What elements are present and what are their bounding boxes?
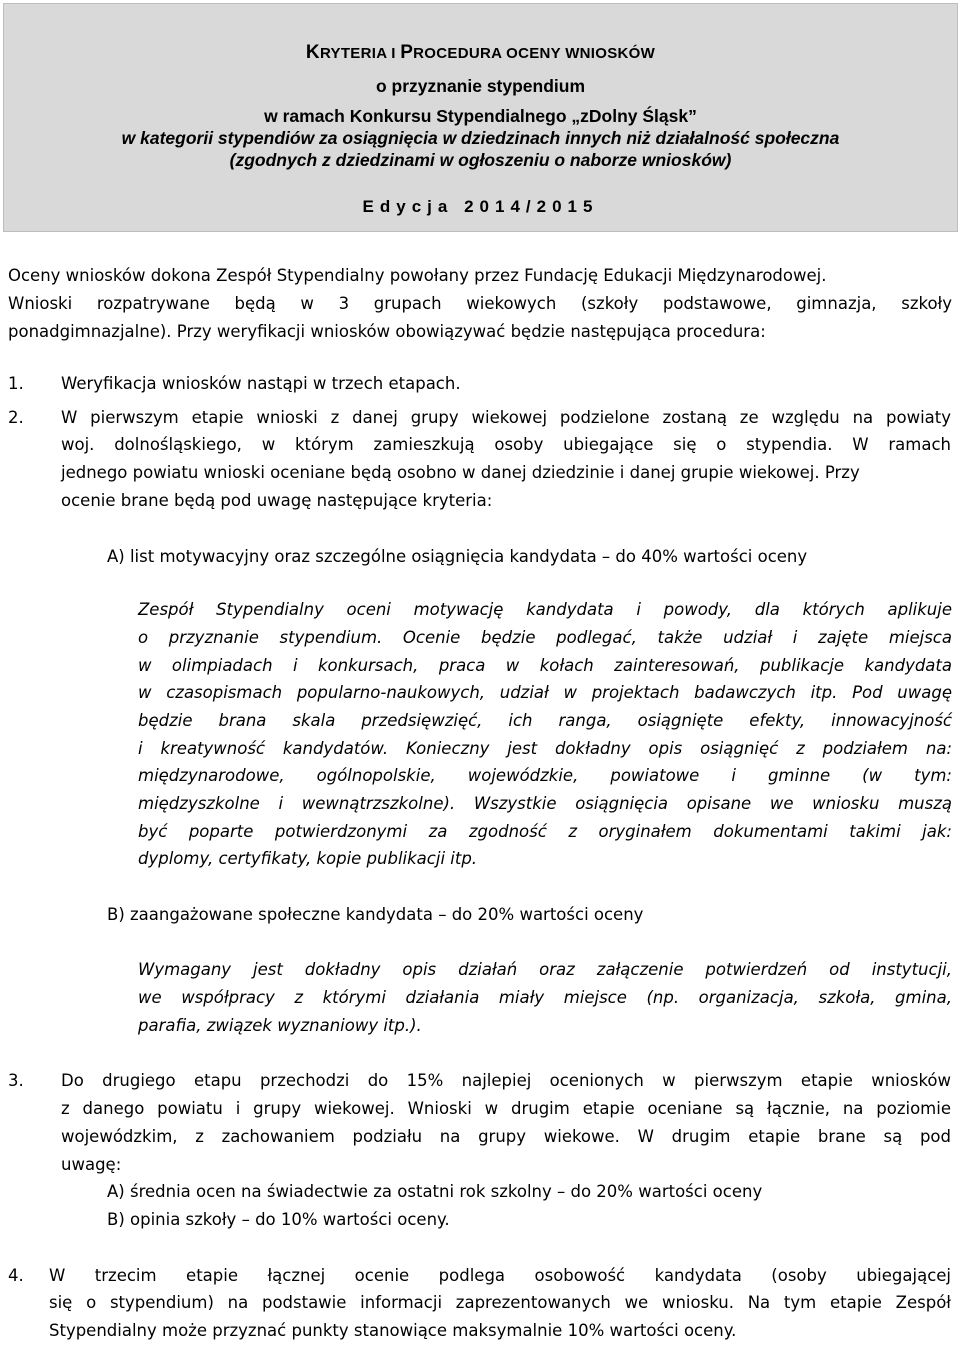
title-banner (3, 3, 958, 232)
item-number-4: 4. (8, 1266, 24, 1285)
item-4-line-2: się o stypendium) na podstawie informacji zaprezentowanych we wniosku. Na tym etapie Zespół (49, 1293, 951, 1312)
item-4-line-1: W trzecim etapie łącznej ocenie podlega osobowość kandydata (osoby ubiegającej (49, 1266, 951, 1285)
title-part-1: RYTERIA I (319, 45, 401, 62)
criterion-a-line-10: dyplomy, certyfikaty, kopie publikacji itp. (138, 849, 478, 868)
criterion-a-line-6: i kreatywność kandydatów. Konieczny jest dokładny opis osiągnięć z podziałem na: (138, 739, 952, 758)
item-3-line-2: z danego powiatu i grupy wiekowej. Wnioski w drugim etapie oceniane są łącznie, na poziomie (61, 1099, 951, 1118)
subtitle-line-4: (zgodnych z dziedzinami w ogłoszeniu o naborze wniosków) (229, 150, 732, 170)
item-number-3: 3. (8, 1071, 24, 1090)
item-1-text: Weryfikacja wniosków nastąpi w trzech etapach. (61, 374, 461, 393)
criterion-a-line-2: o przyznanie stypendium. Ocenie będzie podlegać, także udział i zajęte miejsca (138, 628, 952, 647)
subtitle-line-3: w kategorii stypendiów za osiągnięcia w dziedzinach innych niż działalność społeczna (121, 128, 840, 148)
item-3-line-3: wojewódzkim, z zachowaniem podziału na grupy wiekowe. W drugim etapie brane są pod (61, 1127, 951, 1146)
criterion-a-line-9: być poparte potwierdzonymi za zgodność z oryginałem dokumentami takimi jak: (138, 822, 952, 841)
intro-line-1: Oceny wniosków dokona Zespół Stypendialny powołany przez Fundację Edukacji Międzynarodowej. (8, 266, 827, 285)
item-3-line-4: uwagę: (61, 1155, 122, 1174)
item-2-line-1: W pierwszym etapie wnioski z danej grupy wiekowej podzielone zostaną ze względu na powiaty (61, 408, 951, 427)
subtitle-line-2: w ramach Konkursu Stypendialnego „zDolny Śląsk” (264, 106, 697, 126)
criterion-a-heading: A) list motywacyjny oraz szczególne osiągnięcia kandydata – do 40% wartości oceny (107, 547, 808, 566)
document-title (4, 42, 957, 64)
criterion-a-line-8: międzyszkolne i wewnątrzszkolne). Wszystkie osiągnięcia opisane we wniosku muszą (138, 794, 952, 813)
criterion-b-line-3: parafia, związek wyznaniowy itp.). (138, 1016, 422, 1035)
title-part-2: ROCEDURA OCENY WNIOSKÓW (413, 45, 656, 62)
item-number-2: 2. (8, 408, 24, 427)
item-4-line-3: Stypendialny może przyznać punkty stanowiące maksymalnie 10% wartości oceny. (49, 1321, 737, 1340)
item-number-1: 1. (8, 374, 24, 393)
intro-line-3: ponadgimnazjalne). Przy weryfikacji wniosków obowiązywać będzie następująca procedura: (8, 322, 766, 341)
item-3-sub-b: B) opinia szkoły – do 10% wartości oceny. (107, 1210, 450, 1229)
item-2-line-3: jednego powiatu wnioski oceniane będą osobno w danej dziedzinie i danej grupie wiekowej. Przy (61, 463, 860, 482)
title-initial-k: K (305, 42, 320, 63)
criterion-b-line-2: we współpracy z którymi działania miały miejsce (np. organizacja, szkoła, gmina, (138, 988, 952, 1007)
criterion-a-line-7: międzynarodowe, ogólnopolskie, wojewódzkie, powiatowe i gminne (w tym: (138, 766, 952, 785)
criterion-b-line-1: Wymagany jest dokładny opis działań oraz załączenie potwierdzeń od instytucji, (138, 960, 952, 979)
edition-label: Edycja 2014/2015 (362, 197, 599, 216)
criterion-a-line-1: Zespół Stypendialny oceni motywację kandydata i powody, dla których aplikuje (138, 600, 952, 619)
item-2-line-4: ocenie brane będą pod uwagę następujące kryteria: (61, 491, 493, 510)
criterion-a-line-5: będzie brana skala przedsięwzięć, ich ranga, osiągnięte efekty, innowacyjność (138, 711, 952, 730)
intro-line-2: Wnioski rozpatrywane będą w 3 grupach wiekowych (szkoły podstawowe, gimnazja, szkoły (8, 294, 952, 313)
item-3-line-1: Do drugiego etapu przechodzi do 15% najlepiej ocenionych w pierwszym etapie wniosków (61, 1071, 951, 1090)
criterion-b-heading: B) zaangażowane społeczne kandydata – do 20% wartości oceny (107, 905, 644, 924)
item-3-sub-a: A) średnia ocen na świadectwie za ostatni rok szkolny – do 20% wartości oceny (107, 1182, 763, 1201)
item-2-line-2: woj. dolnośląskiego, w którym zamieszkują osoby ubiegające się o stypendia. W ramach (61, 435, 951, 454)
criterion-a-line-4: w czasopismach popularno-naukowych, udział w projektach badawczych itp. Pod uwagę (138, 683, 952, 702)
subtitle-line-1: o przyznanie stypendium (375, 76, 586, 96)
title-initial-p: P (400, 42, 414, 63)
criterion-a-line-3: w olimpiadach i konkursach, praca w kołach zainteresowań, publikacje kandydata (138, 656, 952, 675)
